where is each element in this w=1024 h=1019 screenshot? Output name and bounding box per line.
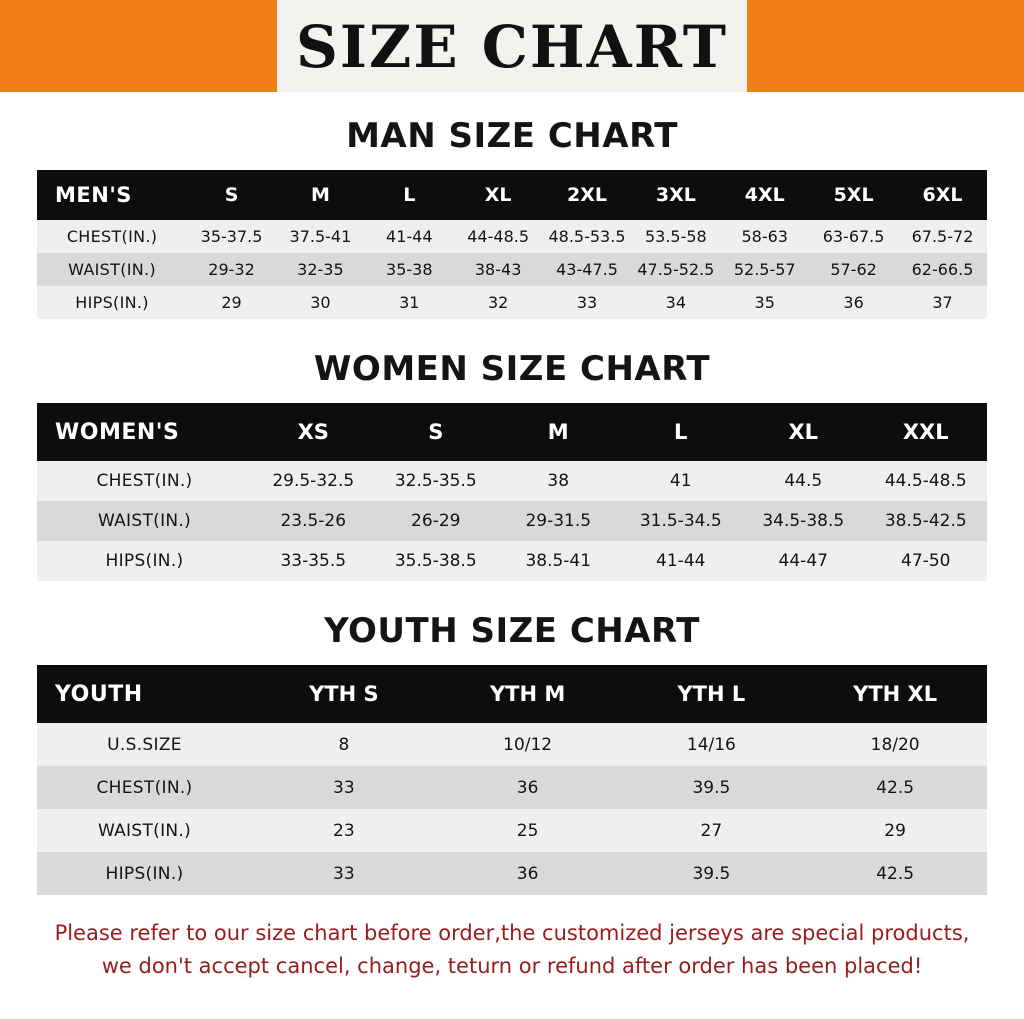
women-col-header: XL [742, 403, 865, 461]
footer-note-line-2: we don't accept cancel, change, teturn or refund after order has been placed! [101, 953, 923, 978]
footer-note [32, 917, 992, 982]
women-cell: 38.5-41 [497, 541, 620, 581]
table-row [37, 286, 987, 319]
youth-section-title: YOUTH SIZE CHART [324, 611, 700, 651]
women-row-label: CHEST(IN.) [37, 461, 252, 501]
women-cell: 29-31.5 [497, 501, 620, 541]
man-col-header: XL [454, 170, 543, 220]
youth-cell: 33 [252, 852, 436, 895]
women-cell: 35.5-38.5 [375, 541, 498, 581]
youth-row-label: U.S.SIZE [37, 723, 252, 766]
man-col-header: 6XL [898, 170, 987, 220]
man-cell: 33 [543, 286, 632, 319]
man-cell: 37.5-41 [276, 220, 365, 253]
youth-col-header: YTH L [620, 665, 804, 723]
women-cell: 44.5 [742, 461, 865, 501]
man-cell: 62-66.5 [898, 253, 987, 286]
man-size-table [37, 170, 987, 319]
women-cell: 31.5-34.5 [620, 501, 743, 541]
man-cell: 34 [631, 286, 720, 319]
women-cell: 34.5-38.5 [742, 501, 865, 541]
table-row [37, 541, 987, 581]
man-row-label: CHEST(IN.) [37, 220, 187, 253]
man-cell: 58-63 [720, 220, 809, 253]
man-col-header: L [365, 170, 454, 220]
man-cell: 63-67.5 [809, 220, 898, 253]
women-size-table [37, 403, 987, 581]
women-section-title: WOMEN SIZE CHART [313, 349, 711, 389]
youth-row-label: HIPS(IN.) [37, 852, 252, 895]
table-header-row [37, 403, 987, 461]
women-col-header: L [620, 403, 743, 461]
youth-cell: 39.5 [620, 852, 804, 895]
table-row [37, 253, 987, 286]
youth-cell: 29 [803, 809, 987, 852]
man-cell: 52.5-57 [720, 253, 809, 286]
header-banner [0, 0, 1024, 92]
women-cell: 26-29 [375, 501, 498, 541]
man-cell: 48.5-53.5 [543, 220, 632, 253]
table-row [37, 501, 987, 541]
women-row-label: WAIST(IN.) [37, 501, 252, 541]
man-cell: 41-44 [365, 220, 454, 253]
women-cell: 33-35.5 [252, 541, 375, 581]
man-col-header: S [187, 170, 276, 220]
youth-cell: 42.5 [803, 766, 987, 809]
women-col-header: XXL [865, 403, 988, 461]
man-cell: 36 [809, 286, 898, 319]
man-cell: 67.5-72 [898, 220, 987, 253]
youth-col-header: YTH M [436, 665, 620, 723]
youth-cell: 25 [436, 809, 620, 852]
man-cell: 32-35 [276, 253, 365, 286]
man-cell: 53.5-58 [631, 220, 720, 253]
table-header-row [37, 170, 987, 220]
man-cell: 35 [720, 286, 809, 319]
youth-row-label: WAIST(IN.) [37, 809, 252, 852]
women-cell: 32.5-35.5 [375, 461, 498, 501]
table-row [37, 723, 987, 766]
man-col-header: 5XL [809, 170, 898, 220]
women-row-label: HIPS(IN.) [37, 541, 252, 581]
man-row-label: HIPS(IN.) [37, 286, 187, 319]
youth-cell: 10/12 [436, 723, 620, 766]
man-col-header: 4XL [720, 170, 809, 220]
man-cell: 57-62 [809, 253, 898, 286]
man-cell: 47.5-52.5 [631, 253, 720, 286]
man-cell: 30 [276, 286, 365, 319]
women-col-header: XS [252, 403, 375, 461]
man-cell: 38-43 [454, 253, 543, 286]
women-cell: 38.5-42.5 [865, 501, 988, 541]
page-title: SIZE CHART [295, 13, 729, 81]
man-cell: 35-38 [365, 253, 454, 286]
man-cell: 44-48.5 [454, 220, 543, 253]
man-cell: 35-37.5 [187, 220, 276, 253]
women-cell: 23.5-26 [252, 501, 375, 541]
youth-row-label: CHEST(IN.) [37, 766, 252, 809]
youth-col-header: YTH S [252, 665, 436, 723]
women-cell: 41-44 [620, 541, 743, 581]
youth-cell: 18/20 [803, 723, 987, 766]
man-table-corner: MEN'S [37, 170, 187, 220]
women-table-corner: WOMEN'S [37, 403, 252, 461]
man-cell: 29 [187, 286, 276, 319]
man-cell: 37 [898, 286, 987, 319]
youth-cell: 33 [252, 766, 436, 809]
women-cell: 47-50 [865, 541, 988, 581]
man-col-header: M [276, 170, 365, 220]
header-banner-inner [277, 0, 747, 92]
youth-cell: 39.5 [620, 766, 804, 809]
women-cell: 41 [620, 461, 743, 501]
man-row-label: WAIST(IN.) [37, 253, 187, 286]
table-row [37, 852, 987, 895]
youth-col-header: YTH XL [803, 665, 987, 723]
women-col-header: S [375, 403, 498, 461]
man-cell: 43-47.5 [543, 253, 632, 286]
youth-cell: 23 [252, 809, 436, 852]
youth-size-table [37, 665, 987, 895]
youth-cell: 14/16 [620, 723, 804, 766]
footer-note-line-1: Please refer to our size chart before order,the customized jerseys are special products, [54, 921, 970, 945]
table-row [37, 461, 987, 501]
man-section-title: MAN SIZE CHART [346, 116, 678, 156]
man-cell: 32 [454, 286, 543, 319]
youth-cell: 36 [436, 766, 620, 809]
youth-cell: 27 [620, 809, 804, 852]
man-cell: 29-32 [187, 253, 276, 286]
women-cell: 29.5-32.5 [252, 461, 375, 501]
man-cell: 31 [365, 286, 454, 319]
table-header-row [37, 665, 987, 723]
table-row [37, 809, 987, 852]
youth-cell: 42.5 [803, 852, 987, 895]
table-row [37, 220, 987, 253]
man-col-header: 2XL [543, 170, 632, 220]
women-cell: 38 [497, 461, 620, 501]
man-col-header: 3XL [631, 170, 720, 220]
women-cell: 44.5-48.5 [865, 461, 988, 501]
women-cell: 44-47 [742, 541, 865, 581]
youth-cell: 8 [252, 723, 436, 766]
table-row [37, 766, 987, 809]
youth-cell: 36 [436, 852, 620, 895]
women-col-header: M [497, 403, 620, 461]
youth-table-corner: YOUTH [37, 665, 252, 723]
